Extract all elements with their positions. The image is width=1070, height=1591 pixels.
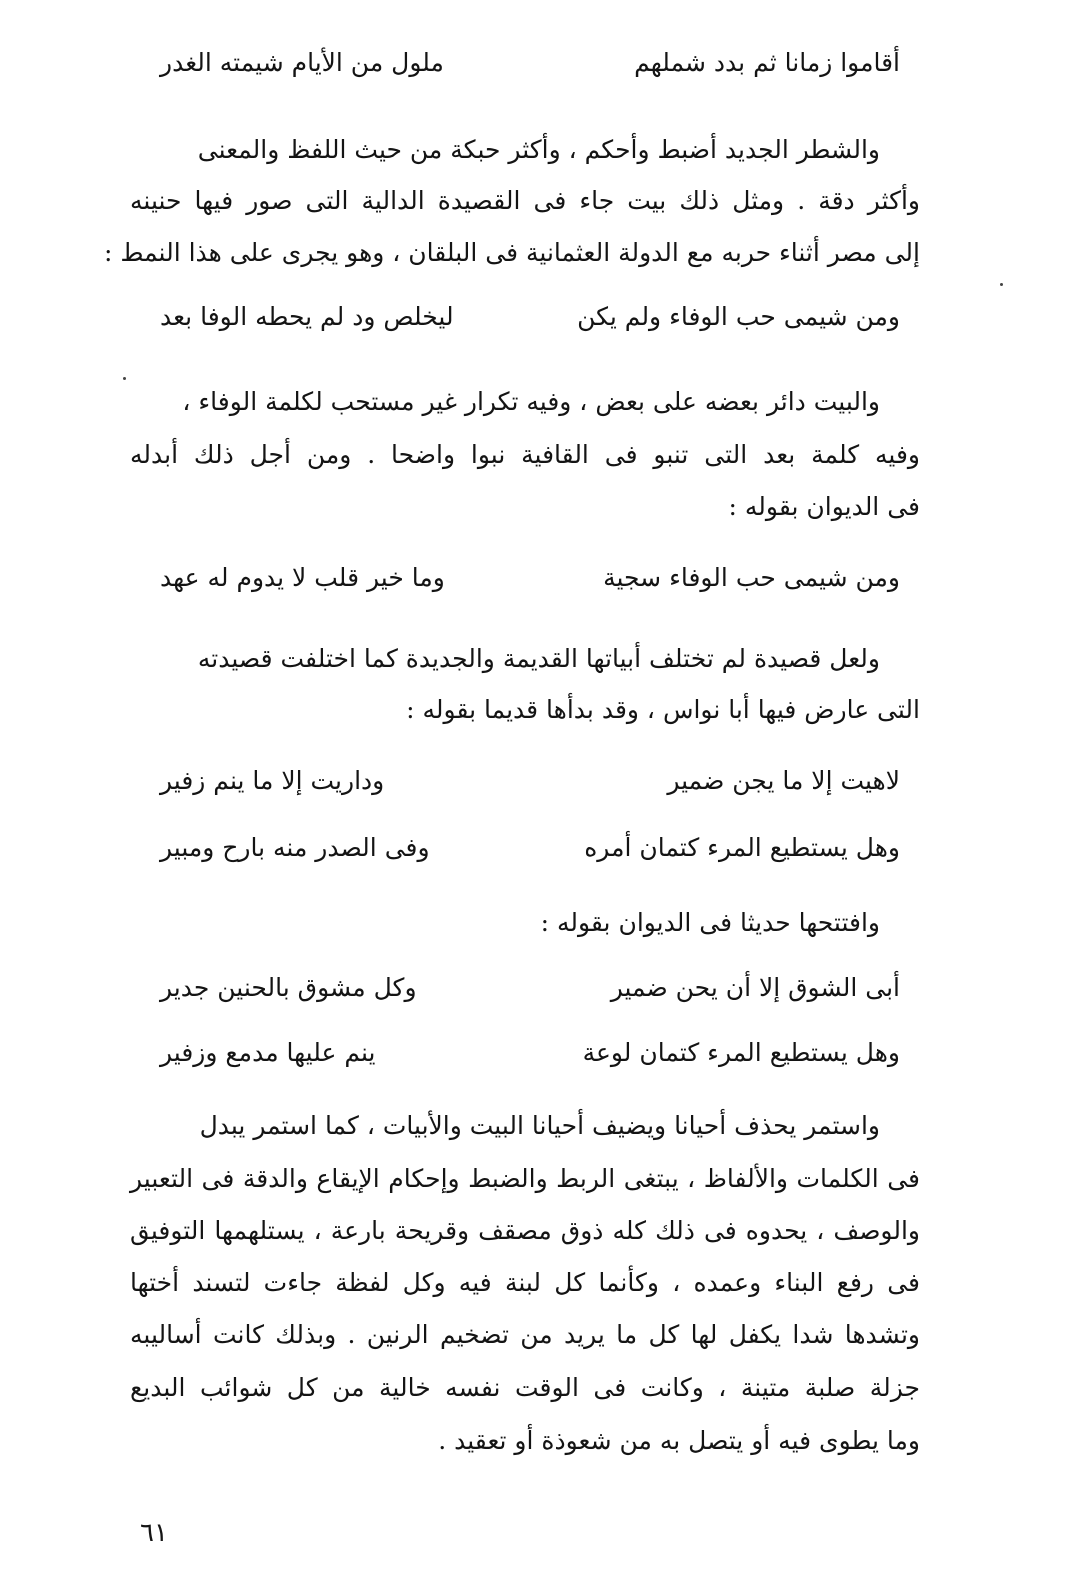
paragraph-line: والوصف ، يحدوه فى ذلك كله ذوق مصقف وقريحة بارعة ، يستلهمها التوفيق bbox=[130, 1216, 920, 1245]
paragraph-line: إلى مصر أثناء حربه مع الدولة العثمانية فى البلقان ، وهو يجرى على هذا النمط : bbox=[103, 238, 920, 267]
verse-line bbox=[160, 835, 900, 860]
verse-line bbox=[160, 50, 900, 75]
verse-first-hemistich: ومن شيمى حب الوفاء ولم يكن bbox=[577, 302, 900, 331]
scan-speck bbox=[123, 377, 126, 380]
paragraph-line: وما يطوى فيه أو يتصل به من شعوذة أو تعقيد . bbox=[438, 1426, 920, 1455]
verse-line bbox=[160, 304, 900, 329]
verse-second-hemistich: ينم عليها مدمع وزفير bbox=[160, 1038, 376, 1067]
verse-first-hemistich: أبى الشوق إلا أن يحن ضمير bbox=[610, 973, 900, 1002]
verse-second-hemistich: وما خير قلب لا يدوم له عهد bbox=[160, 563, 445, 592]
verse-line bbox=[160, 768, 900, 793]
verse-second-hemistich: ملول من الأيام شيمته الغدر bbox=[160, 48, 444, 77]
paragraph-line: وتشدها شدا يكفل لها كل ما يريد من تضخيم الرنين . وبذلك كانت أساليبه bbox=[130, 1320, 920, 1349]
verse-first-hemistich: وهل يستطيع المرء كتمان لوعة bbox=[582, 1038, 900, 1067]
verse-line bbox=[160, 1040, 900, 1065]
verse-first-hemistich: لاهيت إلا ما يجن ضمير bbox=[667, 766, 900, 795]
verse-line bbox=[160, 565, 900, 590]
paragraph-line: وافتتحها حديثا فى الديوان بقوله : bbox=[540, 908, 880, 937]
paragraph-line: والبيت دائر بعضه على بعض ، وفيه تكرار غير مستحب لكلمة الوفاء ، bbox=[182, 387, 880, 416]
paragraph-line: فى الديوان بقوله : bbox=[728, 492, 920, 521]
scan-speck bbox=[1000, 283, 1003, 286]
paragraph-line: واستمر يحذف أحيانا ويضيف أحيانا البيت والأبيات ، كما استمر يبدل bbox=[199, 1111, 880, 1140]
verse-first-hemistich: وهل يستطيع المرء كتمان أمره bbox=[584, 833, 900, 862]
verse-line bbox=[160, 975, 900, 1000]
paragraph-line: وأكثر دقة . ومثل ذلك بيت جاء فى القصيدة الدالية التى صور فيها حنينه bbox=[130, 186, 920, 215]
verse-second-hemistich: ليخلص ود لم يحطه الوفا بعد bbox=[160, 302, 454, 331]
paragraph-line: فى الكلمات والألفاظ ، يبتغى الربط والضبط وإحكام الإيقاع والدقة فى التعبير bbox=[130, 1164, 920, 1193]
paragraph-line: فى رفع البناء وعمده ، وكأنما كل لبنة فيه وكل لفظة جاءت لتسند أختها bbox=[130, 1268, 920, 1297]
paragraph-line: وفيه كلمة بعد التى تنبو فى القافية نبوا واضحا . ومن أجل ذلك أبدله bbox=[130, 440, 920, 469]
verse-second-hemistich: وفى الصدر منه بارح ومبير bbox=[160, 833, 430, 862]
paragraph-line: ولعل قصيدة لم تختلف أبياتها القديمة والجديدة كما اختلفت قصيدته bbox=[197, 644, 880, 673]
verse-first-hemistich: ومن شيمى حب الوفاء سجية bbox=[603, 563, 900, 592]
verse-first-hemistich: أقاموا زمانا ثم بدد شملهم bbox=[634, 48, 900, 77]
page-number: ٦١ bbox=[140, 1518, 168, 1548]
verse-second-hemistich: وداريت إلا ما ينم زفير bbox=[160, 766, 385, 795]
paragraph-line: والشطر الجديد أضبط وأحكم ، وأكثر حبكة من حيث اللفظ والمعنى bbox=[197, 135, 880, 164]
paragraph-line: التى عارض فيها أبا نواس ، وقد بدأها قديما بقوله : bbox=[406, 695, 920, 724]
verse-second-hemistich: وكل مشوق بالحنين جدير bbox=[160, 973, 417, 1002]
paragraph-line: جزلة صلبة متينة ، وكانت فى الوقت نفسه خالية من كل شوائب البديع bbox=[130, 1373, 920, 1402]
